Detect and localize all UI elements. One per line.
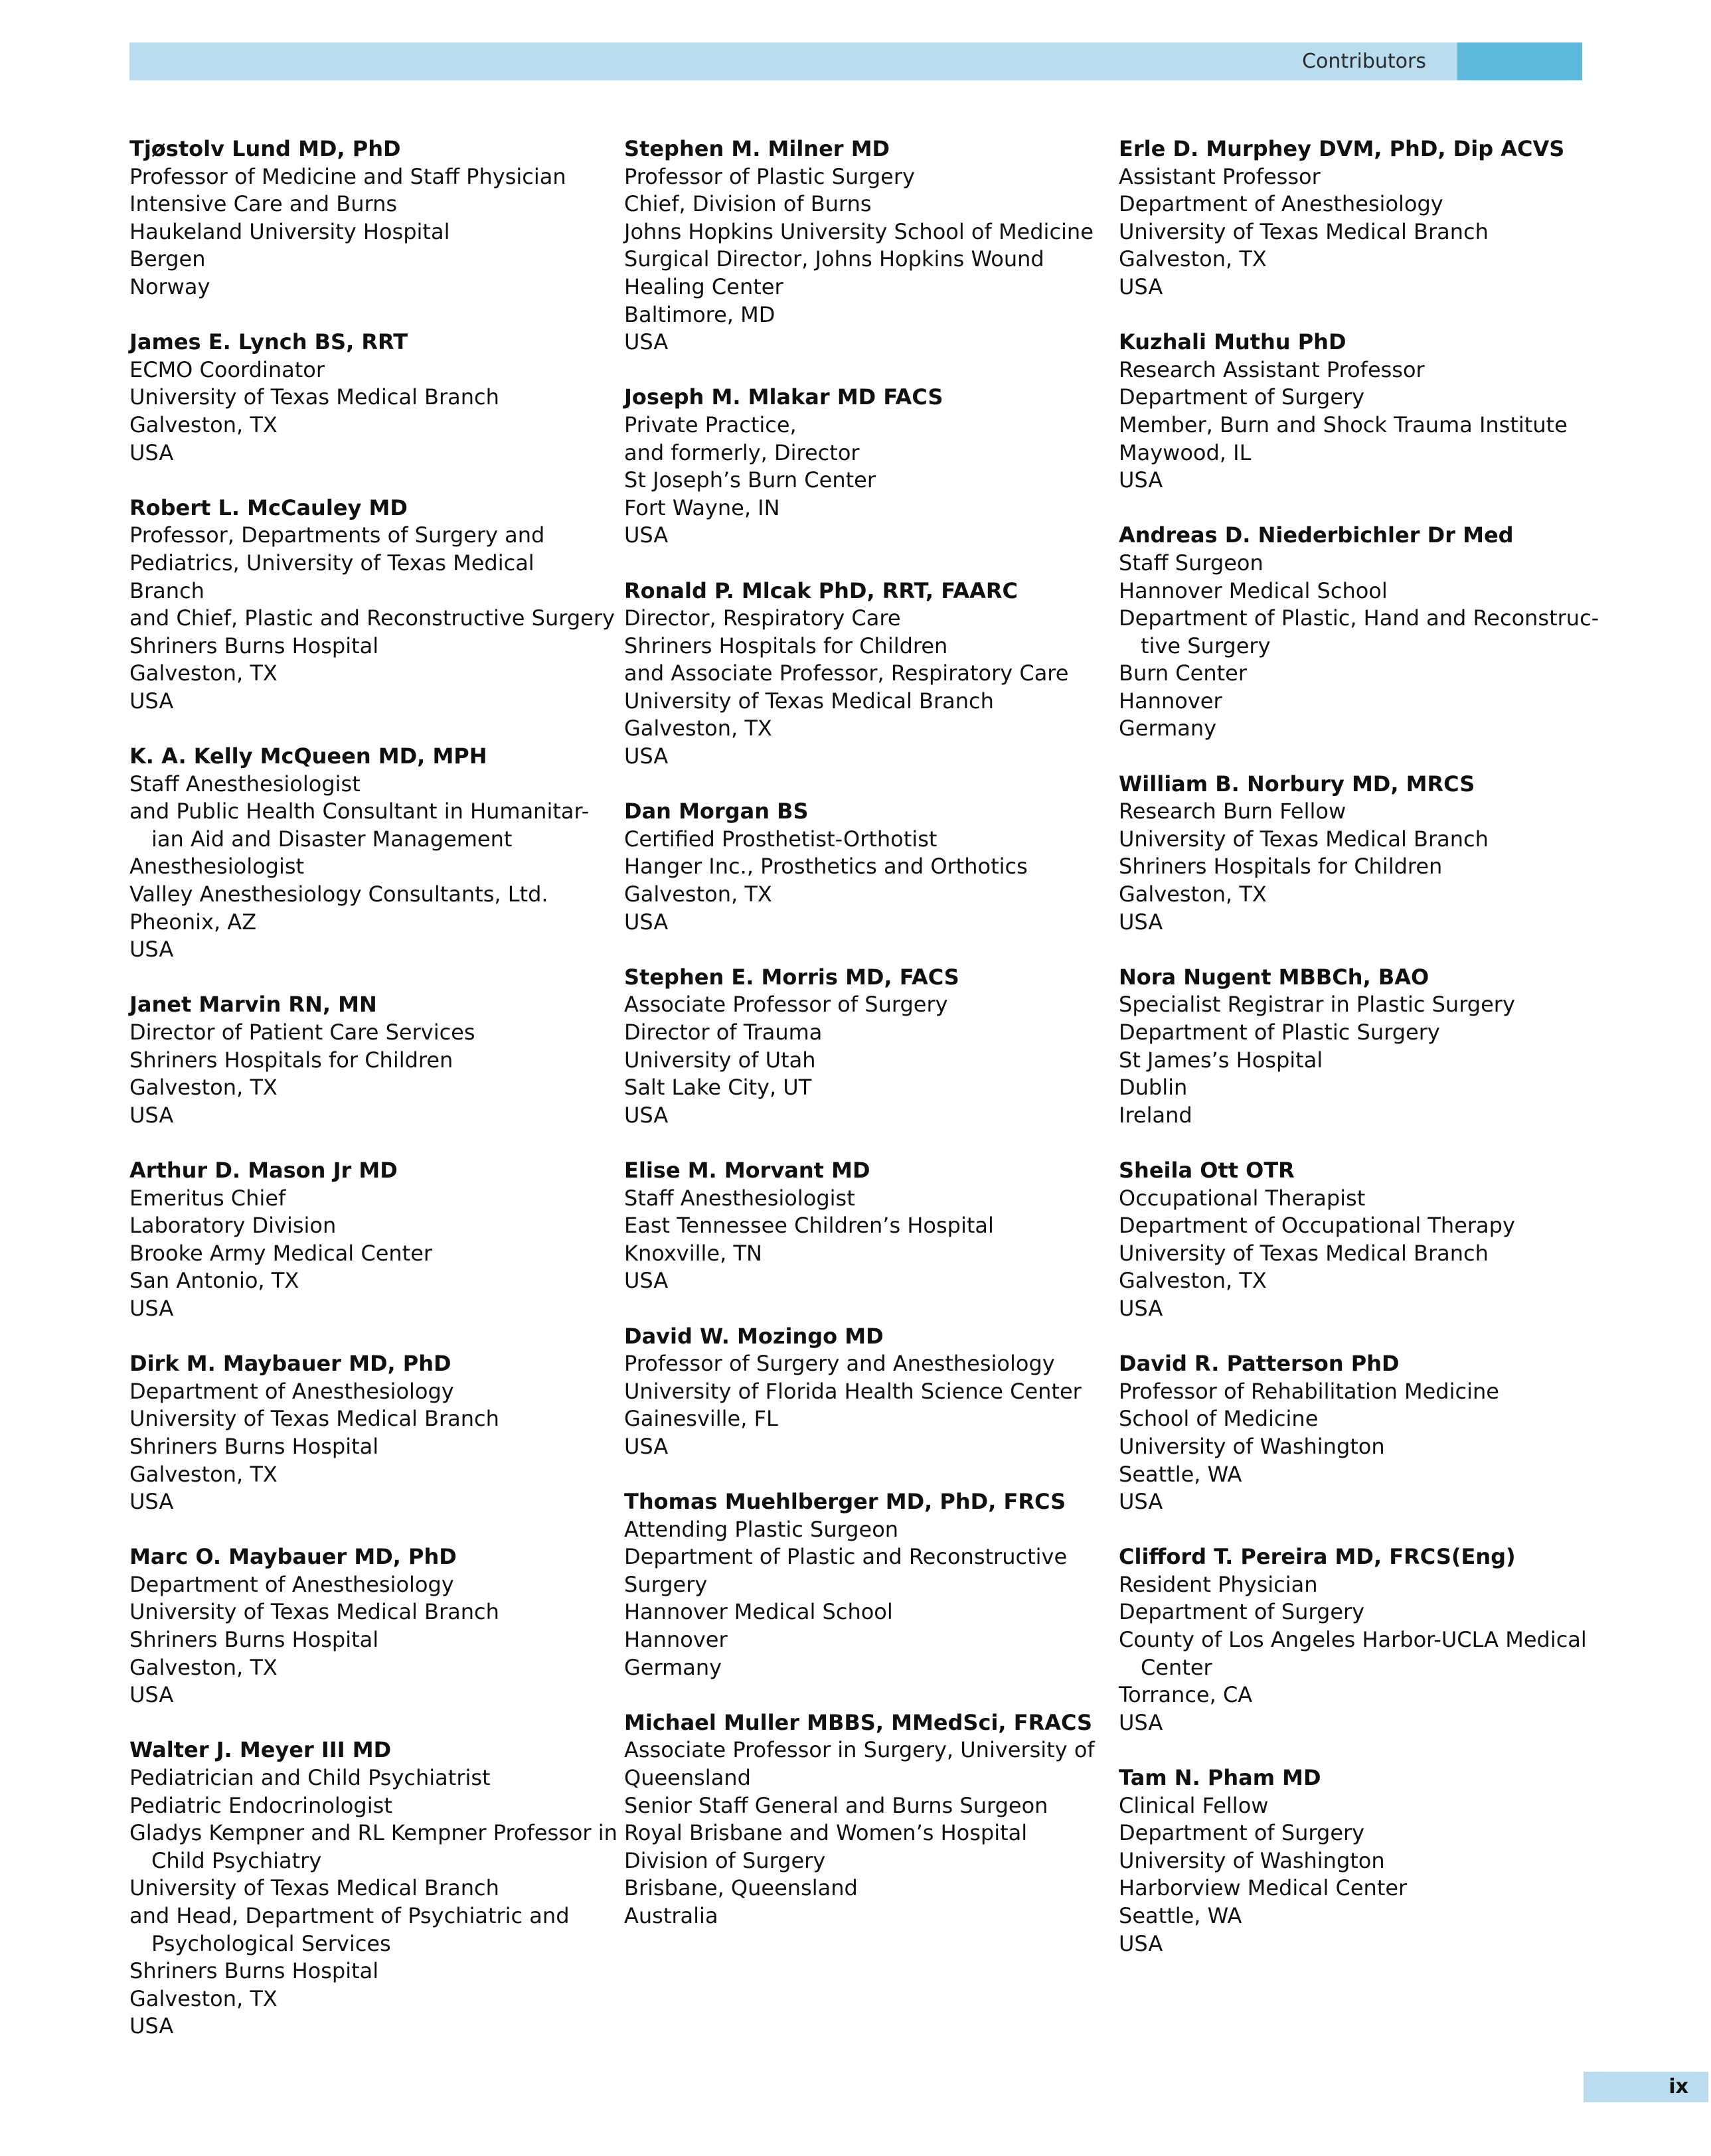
affiliation-line: USA: [624, 909, 669, 935]
affiliation-line: Hannover: [624, 1627, 728, 1653]
affiliation-line: Pediatrics, University of Texas Medical: [129, 550, 534, 576]
affiliation-line: Pheonix, AZ: [129, 909, 257, 935]
affiliation-line: Associate Professor in Surgery, University of: [624, 1737, 1095, 1763]
affiliation-line: Seattle, WA: [1119, 1903, 1242, 1928]
affiliation-line: Clinical Fellow: [1119, 1792, 1269, 1818]
contributor-entry: [129, 743, 614, 964]
affiliation-line: Department of Surgery: [1119, 384, 1365, 410]
affiliation-line: USA: [624, 1102, 669, 1128]
contributor-name: Stephen E. Morris MD, FACS: [624, 964, 959, 990]
contributor-name: Dirk M. Maybauer MD, PhD: [129, 1351, 451, 1377]
column-3: [1119, 135, 1603, 1985]
affiliation-line: Galveston, TX: [129, 412, 278, 437]
affiliation-line: Torrance, CA: [1119, 1682, 1253, 1708]
affiliation-line: Department of Plastic Surgery: [1119, 1020, 1440, 1045]
contributor-name: Nora Nugent MBBCh, BAO: [1119, 964, 1429, 990]
page-number: ix: [1669, 2075, 1688, 2098]
affiliation-line: Ireland: [1119, 1102, 1192, 1128]
affiliation-line: Knoxville, TN: [624, 1240, 762, 1266]
affiliation-line: Brisbane, Queensland: [624, 1875, 858, 1901]
contributor-name: Robert L. McCauley MD: [129, 495, 408, 520]
affiliation-line: Department of Anesthesiology: [129, 1378, 454, 1404]
affiliation-line: Galveston, TX: [1119, 246, 1267, 272]
contributor-entry: [624, 1488, 1109, 1681]
affiliation-line: USA: [1119, 273, 1163, 299]
affiliation-line: Department of Surgery: [1119, 1820, 1365, 1846]
affiliation-line: Associate Professor of Surgery: [624, 992, 948, 1018]
affiliation-line: Staff Anesthesiologist: [129, 771, 361, 797]
contributor-entry: [129, 1543, 614, 1709]
affiliation-line: USA: [624, 329, 669, 355]
affiliation-line: USA: [1119, 1489, 1163, 1515]
affiliation-line: Professor, Departments of Surgery and: [129, 522, 545, 548]
affiliation-line: Hannover: [1119, 688, 1222, 714]
contributor-entry: [624, 1709, 1109, 1930]
contributor-name: Kuzhali Muthu PhD: [1119, 329, 1346, 355]
affiliation-line: University of Texas Medical Branch: [129, 1875, 499, 1901]
column-1: [129, 135, 617, 2068]
affiliation-line: St James’s Hospital: [1119, 1047, 1323, 1073]
affiliation-line: Child Psychiatry: [151, 1847, 322, 1873]
affiliation-line: Director of Patient Care Services: [129, 1020, 475, 1045]
affiliation-line: USA: [129, 688, 174, 714]
affiliation-line: USA: [1119, 1295, 1163, 1321]
contributor-entry: [624, 135, 1109, 356]
affiliation-line: Galveston, TX: [129, 1654, 278, 1680]
affiliation-line: Haukeland University Hospital: [129, 218, 450, 244]
affiliation-line: Psychological Services: [151, 1930, 391, 1956]
affiliation-line: USA: [624, 522, 669, 548]
affiliation-line: Specialist Registrar in Plastic Surgery: [1119, 992, 1515, 1018]
affiliation-line: and Associate Professor, Respiratory Care: [624, 660, 1069, 686]
affiliation-line: San Antonio, TX: [129, 1268, 299, 1294]
contributor-name: K. A. Kelly McQueen MD, MPH: [129, 743, 487, 769]
contributor-name: Janet Marvin RN, MN: [129, 992, 377, 1018]
affiliation-line: Salt Lake City, UT: [624, 1075, 812, 1101]
contributor-entry: [1119, 1764, 1603, 1958]
contributor-name: Elise M. Morvant MD: [624, 1157, 870, 1183]
contributor-name: Ronald P. Mlcak PhD, RRT, FAARC: [624, 578, 1018, 603]
contributor-entry: [129, 1736, 617, 2041]
affiliation-line: Director of Trauma: [624, 1020, 823, 1045]
affiliation-line: Laboratory Division: [129, 1213, 337, 1239]
affiliation-line: Hannover Medical School: [624, 1599, 893, 1625]
contributor-entry: [624, 1323, 1109, 1461]
contributor-entry: [129, 135, 614, 301]
contributor-name: Joseph M. Mlakar MD FACS: [624, 384, 943, 410]
affiliation-line: Galveston, TX: [129, 1461, 278, 1487]
affiliation-line: USA: [129, 1102, 174, 1128]
affiliation-line: tive Surgery: [1141, 633, 1271, 658]
contributor-entry: [1119, 135, 1603, 301]
contributor-name: Walter J. Meyer III MD: [129, 1737, 392, 1763]
affiliation-line: Division of Surgery: [624, 1847, 826, 1873]
affiliation-line: Department of Anesthesiology: [1119, 191, 1443, 217]
affiliation-line: Germany: [1119, 716, 1217, 741]
affiliation-line: USA: [1119, 1930, 1163, 1956]
affiliation-line: Senior Staff General and Burns Surgeon: [624, 1792, 1048, 1818]
affiliation-line: USA: [129, 439, 174, 465]
affiliation-line: USA: [129, 1295, 174, 1321]
contributor-name: Andreas D. Niederbichler Dr Med: [1119, 522, 1514, 548]
affiliation-line: Staff Anesthesiologist: [624, 1185, 855, 1211]
section-title: Contributors: [1302, 50, 1426, 73]
affiliation-line: Staff Surgeon: [1119, 550, 1263, 576]
contributor-entry: [624, 798, 1109, 936]
affiliation-line: USA: [129, 937, 174, 963]
contributor-name: David R. Patterson PhD: [1119, 1351, 1400, 1377]
affiliation-line: Professor of Plastic Surgery: [624, 163, 915, 189]
affiliation-line: and Head, Department of Psychiatric and: [129, 1903, 570, 1928]
affiliation-line: Member, Burn and Shock Trauma Institute: [1119, 412, 1568, 437]
affiliation-line: Seattle, WA: [1119, 1461, 1242, 1487]
contributor-entry: [624, 1157, 1109, 1295]
affiliation-line: Dublin: [1119, 1075, 1188, 1101]
contributor-name: Dan Morgan BS: [624, 799, 809, 824]
affiliation-line: Director, Respiratory Care: [624, 605, 901, 631]
footer-tab: [1584, 2072, 1708, 2102]
header-tab: [1457, 42, 1582, 80]
affiliation-line: University of Washington: [1119, 1847, 1385, 1873]
affiliation-line: USA: [129, 1489, 174, 1515]
contributor-entry: [1119, 1543, 1603, 1736]
affiliation-line: Surgical Director, Johns Hopkins Wound: [624, 246, 1044, 272]
affiliation-line: Department of Occupational Therapy: [1119, 1213, 1515, 1239]
affiliation-line: Germany: [624, 1654, 722, 1680]
affiliation-line: Gainesville, FL: [624, 1406, 778, 1432]
affiliation-line: East Tennessee Children’s Hospital: [624, 1213, 994, 1239]
affiliation-line: USA: [1119, 467, 1163, 493]
column-2: [624, 135, 1109, 1958]
affiliation-line: Galveston, TX: [129, 660, 278, 686]
affiliation-line: Shriners Hospitals for Children: [624, 633, 948, 658]
affiliation-line: USA: [624, 743, 669, 769]
affiliation-line: Maywood, IL: [1119, 439, 1252, 465]
contributor-entry: [1119, 964, 1603, 1130]
affiliation-line: Occupational Therapist: [1119, 1185, 1366, 1211]
contributor-entry: [624, 578, 1109, 771]
affiliation-line: USA: [129, 2013, 174, 2039]
affiliation-line: Bergen: [129, 246, 206, 272]
affiliation-line: St Joseph’s Burn Center: [624, 467, 876, 493]
affiliation-line: Center: [1141, 1654, 1212, 1680]
affiliation-line: School of Medicine: [1119, 1406, 1319, 1432]
affiliation-line: Baltimore, MD: [624, 301, 775, 327]
affiliation-line: Professor of Medicine and Staff Physician: [129, 163, 566, 189]
affiliation-line: University of Texas Medical Branch: [624, 688, 994, 714]
contributor-entry: [1119, 1157, 1603, 1323]
affiliation-line: University of Utah: [624, 1047, 816, 1073]
affiliation-line: Royal Brisbane and Women’s Hospital: [624, 1820, 1028, 1846]
affiliation-line: University of Florida Health Science Center: [624, 1378, 1082, 1404]
affiliation-line: Queensland: [624, 1765, 751, 1791]
affiliation-line: University of Texas Medical Branch: [129, 1599, 499, 1625]
affiliation-line: Private Practice,: [624, 412, 797, 437]
affiliation-line: County of Los Angeles Harbor-UCLA Medical: [1119, 1627, 1587, 1653]
affiliation-line: University of Texas Medical Branch: [1119, 1240, 1489, 1266]
affiliation-line: ECMO Coordinator: [129, 356, 325, 382]
contributor-entry: [1119, 522, 1603, 743]
affiliation-line: USA: [1119, 909, 1163, 935]
contributor-name: Tam N. Pham MD: [1119, 1765, 1321, 1791]
affiliation-line: ian Aid and Disaster Management: [151, 826, 513, 852]
affiliation-line: Fort Wayne, IN: [624, 495, 780, 520]
contributor-name: Clifford T. Pereira MD, FRCS(Eng): [1119, 1544, 1516, 1570]
contributor-name: Erle D. Murphey DVM, PhD, Dip ACVS: [1119, 136, 1565, 161]
affiliation-line: Johns Hopkins University School of Medicine: [624, 218, 1094, 244]
affiliation-line: Certified Prosthetist-Orthotist: [624, 826, 937, 852]
contributor-entry: [1119, 1350, 1603, 1516]
affiliation-line: University of Washington: [1119, 1433, 1385, 1459]
contributor-entry: [1119, 771, 1603, 937]
affiliation-line: Department of Plastic and Reconstructive: [624, 1544, 1068, 1570]
affiliation-line: Shriners Hospitals for Children: [129, 1047, 453, 1073]
affiliation-line: and Chief, Plastic and Reconstructive Surgery: [129, 605, 615, 631]
contributor-entry: [624, 384, 1109, 550]
affiliation-line: Gladys Kempner and RL Kempner Professor in: [129, 1820, 617, 1846]
contributor-name: William B. Norbury MD, MRCS: [1119, 771, 1475, 797]
contributor-name: Thomas Muehlberger MD, PhD, FRCS: [624, 1489, 1066, 1515]
affiliation-line: Galveston, TX: [129, 1985, 278, 2011]
affiliation-line: University of Texas Medical Branch: [129, 1406, 499, 1432]
affiliation-line: University of Texas Medical Branch: [1119, 826, 1489, 852]
affiliation-line: Healing Center: [624, 273, 783, 299]
affiliation-line: Harborview Medical Center: [1119, 1875, 1408, 1901]
affiliation-line: Pediatric Endocrinologist: [129, 1792, 392, 1818]
contributor-entry: [624, 964, 1109, 1130]
contributor-entry: [129, 1350, 614, 1516]
contributor-name: James E. Lynch BS, RRT: [129, 329, 408, 355]
affiliation-line: Intensive Care and Burns: [129, 191, 398, 217]
affiliation-line: Valley Anesthesiology Consultants, Ltd.: [129, 882, 548, 907]
affiliation-line: USA: [129, 1682, 174, 1708]
affiliation-line: Department of Plastic, Hand and Reconstruc-: [1119, 605, 1599, 631]
affiliation-line: USA: [1119, 1709, 1163, 1735]
affiliation-line: Chief, Division of Burns: [624, 191, 872, 217]
affiliation-line: Shriners Burns Hospital: [129, 1433, 379, 1459]
affiliation-line: Galveston, TX: [624, 716, 772, 741]
affiliation-line: Emeritus Chief: [129, 1185, 286, 1211]
contributor-entry: [129, 991, 614, 1129]
affiliation-line: Galveston, TX: [1119, 1268, 1267, 1294]
contributor-name: Tjøstolv Lund MD, PhD: [129, 136, 401, 161]
affiliation-line: University of Texas Medical Branch: [1119, 218, 1489, 244]
contributor-name: Marc O. Maybauer MD, PhD: [129, 1544, 457, 1570]
affiliation-line: Department of Surgery: [1119, 1599, 1365, 1625]
contributor-entry: [129, 495, 614, 716]
affiliation-line: Galveston, TX: [1119, 882, 1267, 907]
affiliation-line: Norway: [129, 273, 210, 299]
affiliation-line: Shriners Burns Hospital: [129, 633, 379, 658]
affiliation-line: USA: [624, 1268, 669, 1294]
affiliation-line: Hanger Inc., Prosthetics and Orthotics: [624, 854, 1028, 880]
header-bar: [129, 42, 1582, 80]
contributor-entry: [129, 329, 614, 467]
contributor-name: Arthur D. Mason Jr MD: [129, 1157, 398, 1183]
affiliation-line: and formerly, Director: [624, 439, 860, 465]
affiliation-line: Shriners Hospitals for Children: [1119, 854, 1443, 880]
contributor-name: Stephen M. Milner MD: [624, 136, 890, 161]
affiliation-line: Anesthesiologist: [129, 854, 305, 880]
contributor-entry: [129, 1157, 614, 1323]
affiliation-line: Professor of Surgery and Anesthesiology: [624, 1351, 1055, 1377]
affiliation-line: Shriners Burns Hospital: [129, 1958, 379, 1984]
affiliation-line: Research Assistant Professor: [1119, 356, 1425, 382]
affiliation-line: Hannover Medical School: [1119, 578, 1388, 603]
affiliation-line: Research Burn Fellow: [1119, 799, 1346, 824]
affiliation-line: Assistant Professor: [1119, 163, 1321, 189]
affiliation-line: Brooke Army Medical Center: [129, 1240, 433, 1266]
contributor-name: Sheila Ott OTR: [1119, 1157, 1295, 1183]
affiliation-line: Department of Anesthesiology: [129, 1571, 454, 1597]
contributor-name: David W. Mozingo MD: [624, 1323, 884, 1349]
affiliation-line: Galveston, TX: [624, 882, 772, 907]
affiliation-line: Burn Center: [1119, 660, 1247, 686]
affiliation-line: Branch: [129, 578, 204, 603]
contributor-entry: [1119, 329, 1603, 495]
affiliation-line: and Public Health Consultant in Humanitar-: [129, 799, 590, 824]
affiliation-line: Professor of Rehabilitation Medicine: [1119, 1378, 1499, 1404]
contributor-name: Michael Muller MBBS, MMedSci, FRACS: [624, 1709, 1093, 1735]
affiliation-line: Galveston, TX: [129, 1075, 278, 1101]
affiliation-line: Surgery: [624, 1571, 708, 1597]
affiliation-line: Australia: [624, 1903, 718, 1928]
affiliation-line: Resident Physician: [1119, 1571, 1318, 1597]
affiliation-line: Pediatrician and Child Psychiatrist: [129, 1765, 491, 1791]
affiliation-line: Shriners Burns Hospital: [129, 1627, 379, 1653]
affiliation-line: Attending Plastic Surgeon: [624, 1516, 899, 1542]
affiliation-line: University of Texas Medical Branch: [129, 384, 499, 410]
affiliation-line: USA: [624, 1433, 669, 1459]
